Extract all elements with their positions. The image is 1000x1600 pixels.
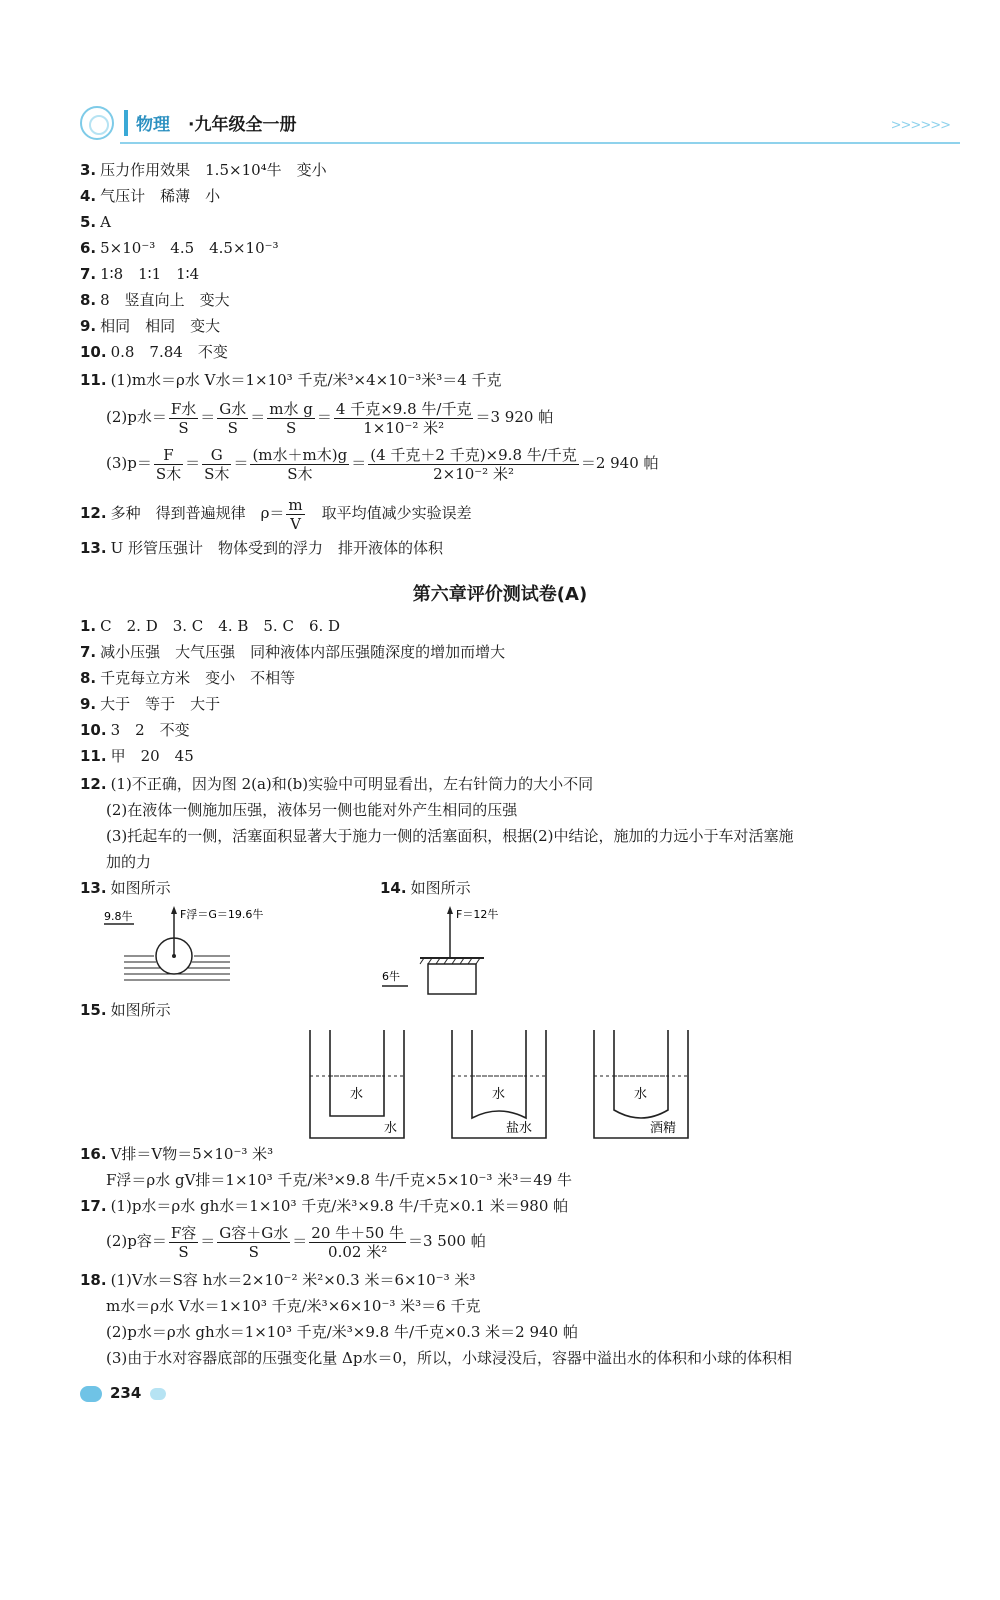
answer-line: 15. 如图所示: [80, 1001, 171, 1019]
inner-tube: [472, 1030, 526, 1118]
section-title: 第六章评价测试卷(A): [412, 584, 588, 605]
header-grade: ·九年级全一册: [188, 115, 297, 135]
answer-line: 9. 大于 等于 大于: [80, 695, 221, 713]
outer-liquid-label: 水: [384, 1121, 398, 1136]
answer-line: 11. (1)m水＝ρ水 V水＝1×10³ 千克/米³×4×10⁻³米³＝4 千克: [80, 371, 502, 389]
answer-line: 12. (1)不正确，因为图 2(a)和(b)实验中可明显看出，左右针筒力的大小不同: [80, 775, 594, 793]
scale-label: 9.8牛: [104, 910, 133, 923]
answer-line: F浮＝ρ水 gV排＝1×10³ 千克/米³×9.8 牛/千克×5×10⁻³ 米³＝49 牛: [106, 1171, 573, 1189]
inner-tube: [614, 1030, 668, 1118]
figure-14-force-diagram: [380, 900, 520, 1000]
inner-liquid-label: 水: [634, 1087, 648, 1102]
answer-line: (3)托起车的一侧，活塞面积显著大于施力一侧的活塞面积，根据(2)中结论，施加的力远小于车对活塞施: [106, 827, 794, 845]
force-label: F浮＝G＝19.6牛: [180, 908, 264, 921]
answer-line: 13. U 形管压强计 物体受到的浮力 排开液体的体积: [80, 539, 443, 557]
inner-tube: [330, 1030, 384, 1116]
answer-line: m水＝ρ水 V水＝1×10³ 千克/米³×6×10⁻³ 米³＝6 千克: [106, 1297, 481, 1315]
header-divider: [124, 110, 128, 136]
formula-line: (2)p水＝ $\frac{\text{F水}}{S}$ ＝ $\frac{\text{G水}}{S}$ ＝ $\frac{\text{m水 g}}{S}$ ＝ $\frac{\text{4 千克×9.8 牛/千克}}{\text{1×10⁻² 米²}}$ ＝3 920 帕: [106, 399, 554, 437]
answer-line: 7. 减小压强 大气压强 同种液体内部压强随深度的增加而增大: [80, 643, 506, 661]
logo-circle-icon: [80, 106, 114, 140]
answer-line: 11. 甲 20 45: [80, 747, 194, 765]
answer-line: 6. 5×10⁻³ 4.5 4.5×10⁻³: [80, 239, 279, 257]
formula-line: (2)p容＝ $\frac{\text{F容}}{S}$ ＝ $\frac{\text{G容＋G水}}{S}$ ＝ $\frac{\text{20 牛＋50 牛}}{\text{0.02 米²}}$ ＝3 500 帕: [106, 1223, 486, 1261]
footer-decoration-icon: [150, 1388, 166, 1400]
header-arrows-icon: >>>>>>: [890, 118, 950, 133]
figure-15-containers: [300, 1024, 720, 1144]
answer-line: 18. (1)V水＝S容 h水＝2×10⁻² 米²×0.3 米＝6×10⁻³ 米³: [80, 1271, 476, 1289]
answer-line: 14. 如图所示: [380, 879, 471, 897]
answer-line: (2)在液体一侧施加压强，液体另一侧也能对外产生相同的压强: [106, 801, 518, 819]
answer-line: 10. 3 2 不变: [80, 721, 190, 739]
footer-decoration-icon: [80, 1386, 102, 1402]
header-rule: [120, 142, 960, 144]
answer-line: (2)p水＝ρ水 gh水＝1×10³ 千克/米³×9.8 牛/千克×0.3 米＝2 940 帕: [106, 1323, 578, 1341]
answer-line: 16. V排＝V物＝5×10⁻³ 米³: [80, 1145, 274, 1163]
answer-line: 1. C 2. D 3. C 4. B 5. C 6. D: [80, 617, 341, 635]
answer-line: 加的力: [106, 853, 152, 871]
block: [428, 964, 476, 994]
answer-line: 10. 0.8 7.84 不变: [80, 343, 228, 361]
inner-liquid-label: 水: [350, 1087, 364, 1102]
answer-line: 9. 相同 相同 变大: [80, 317, 221, 335]
answer-line: 17. (1)p水＝ρ水 gh水＝1×10³ 千克/米³×9.8 牛/千克×0.1 米＝980 帕: [80, 1197, 569, 1215]
formula-line: (3)p＝ $\frac{F}{\text{S木}}$ ＝ $\frac{G}{\text{S木}}$ ＝ $\frac{\text{(m水＋m木)g}}{\text{S木}}$ ＝ $\frac{\text{(4 千克＋2 千克)×9.8 牛/千克}}{\text{2×10⁻² 米²}}$ ＝2 940 帕: [106, 445, 659, 483]
answer-line: (3)由于水对容器底部的压强变化量 Δp水＝0，所以，小球浸没后，容器中溢出水的体积和小球的体积相: [106, 1349, 792, 1367]
answer-line: 8. 8 竖直向上 变大: [80, 291, 230, 309]
answer-line: 4. 气压计 稀薄 小: [80, 187, 221, 205]
answer-line: 12. 多种 得到普遍规律 ρ＝ $\frac{m}{V}$ 取平均值减少实验误差: [80, 495, 472, 533]
page-header: [80, 104, 950, 144]
scale-label: 6牛: [382, 970, 400, 983]
outer-liquid-label: 酒精: [650, 1121, 677, 1136]
page-number: 234: [110, 1384, 142, 1402]
force-label: F＝12牛: [456, 908, 499, 921]
outer-liquid-label: 盐水: [506, 1121, 533, 1136]
answer-line: 13. 如图所示: [80, 879, 171, 897]
answer-line: 8. 千克每立方米 变小 不相等: [80, 669, 296, 687]
inner-liquid-label: 水: [492, 1087, 506, 1102]
answer-line: 3. 压力作用效果 1.5×10⁴牛 变小: [80, 161, 327, 179]
header-subject: 物理: [136, 115, 170, 135]
answer-line: 7. 1∶8 1∶1 1∶4: [80, 265, 200, 283]
figure-13-floating-ball: [100, 900, 320, 1000]
answer-line: 5. A: [80, 213, 111, 231]
